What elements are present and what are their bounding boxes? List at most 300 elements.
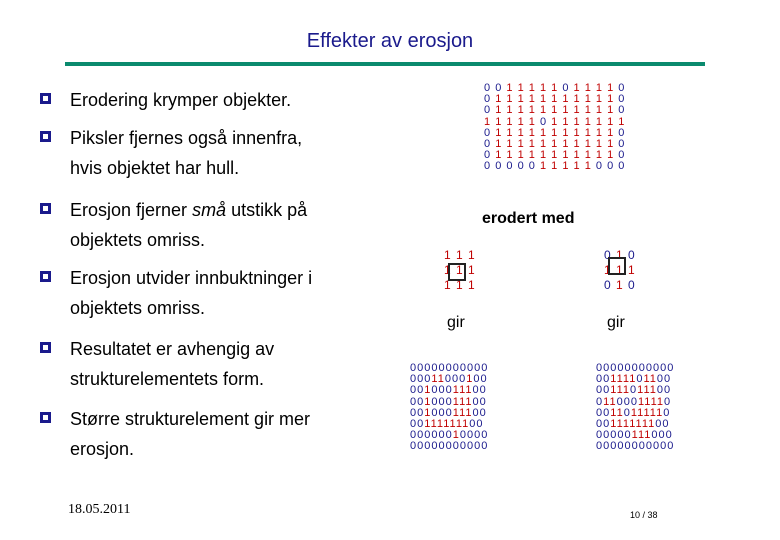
pixel-zero: 0 [445, 429, 453, 442]
pixel-one: 1 [595, 138, 608, 151]
pixel-one: 1 [430, 418, 437, 431]
pixel-zero: 0 [665, 429, 673, 442]
pixel-zero: 0 [410, 429, 418, 442]
pixel-zero: 0 [438, 395, 446, 408]
pixel-one: 1 [495, 93, 507, 106]
bullet-text: Piksler fjernes også innenfra, hvis objektet har hull. [70, 128, 303, 178]
origin-marker [608, 257, 629, 277]
pixel-one: 1 [551, 115, 563, 128]
pixel-zero: 0 [630, 395, 638, 408]
pixel-zero: 0 [562, 82, 574, 94]
pixel-one: 1 [495, 126, 507, 139]
pixel-zero: 0 [495, 160, 507, 173]
pixel-zero: 0 [445, 406, 453, 419]
pixel-one: 1 [495, 115, 507, 128]
pixel-one: 1 [551, 82, 563, 94]
pixel-one: 1 [459, 395, 466, 408]
pixel-one: 1 [452, 406, 460, 419]
pixel-zero: 0 [667, 440, 675, 453]
pixel-zero: 0 [474, 429, 482, 442]
pixel-one: 1 [643, 373, 650, 386]
pixel-zero: 0 [517, 160, 529, 173]
pixel-zero: 0 [459, 429, 467, 442]
pixel-zero: 0 [664, 384, 672, 397]
pixel-one: 1 [616, 418, 623, 431]
pixel-one: 1 [528, 149, 540, 162]
pixel-zero: 0 [603, 406, 611, 419]
pixel-zero: 0 [484, 104, 496, 117]
pixel-zero: 0 [618, 126, 626, 139]
pixel-zero: 0 [624, 429, 632, 442]
pixel-one: 1 [609, 395, 617, 408]
pixel-zero: 0 [467, 440, 475, 453]
pixel-zero: 0 [604, 248, 617, 262]
pixel-one: 1 [562, 126, 574, 139]
pixel-zero: 0 [431, 384, 439, 397]
pixel-zero: 0 [410, 406, 418, 419]
bullet-text: Erodering krymper objekter. [70, 90, 292, 110]
pixel-one: 1 [649, 406, 657, 419]
pixel-one: 1 [444, 278, 457, 292]
pixel-zero: 0 [431, 440, 439, 453]
pixel-one: 1 [573, 149, 585, 162]
pixel-zero: 0 [618, 93, 626, 106]
pixel-zero: 0 [431, 429, 439, 442]
pixel-one: 1 [641, 418, 649, 431]
pixel-one: 1 [424, 395, 432, 408]
pixel-one: 1 [551, 93, 563, 106]
pixel-one: 1 [562, 160, 574, 173]
pixel-one: 1 [622, 373, 630, 386]
pixel-one: 1 [517, 138, 529, 151]
pixel-zero: 0 [467, 362, 475, 374]
pixel-zero: 0 [596, 440, 604, 453]
pixel-one: 1 [629, 418, 636, 431]
pixel-zero: 0 [484, 126, 496, 139]
pixel-zero: 0 [438, 384, 446, 397]
pixel-one: 1 [637, 429, 645, 442]
pixel-zero: 0 [410, 373, 418, 386]
pixel-one: 1 [551, 160, 563, 173]
pixel-one: 1 [551, 149, 563, 162]
pixel-zero: 0 [431, 395, 439, 408]
pixel-zero: 0 [484, 82, 496, 94]
pixel-zero: 0 [417, 395, 425, 408]
pixel-one: 1 [528, 104, 540, 117]
pixel-one: 1 [506, 149, 518, 162]
pixel-one: 1 [465, 406, 473, 419]
pixel-zero: 0 [664, 373, 672, 386]
pixel-zero: 0 [484, 149, 496, 162]
pixel-one: 1 [444, 248, 457, 262]
pixel-zero: 0 [417, 362, 425, 374]
pixel-zero: 0 [431, 406, 439, 419]
pixel-one: 1 [573, 160, 585, 173]
pixel-one: 1 [573, 82, 585, 94]
grid-row [444, 248, 476, 263]
pixel-one: 1 [584, 126, 596, 139]
pixel-zero: 0 [595, 160, 608, 173]
pixel-zero: 0 [484, 160, 496, 173]
pixel-one: 1 [424, 406, 432, 419]
pixel-zero: 0 [539, 115, 552, 128]
pixel-zero: 0 [624, 362, 632, 374]
pixel-zero: 0 [417, 384, 425, 397]
pixel-one: 1 [595, 126, 608, 139]
pixel-zero: 0 [452, 440, 460, 453]
pixel-one: 1 [656, 406, 664, 419]
pixel-one: 1 [622, 418, 630, 431]
bullet-text: Større strukturelement gir mer erosjon. [70, 409, 311, 459]
pixel-zero: 0 [631, 362, 639, 374]
pixel-one: 1 [528, 93, 540, 106]
pixel-one: 1 [468, 248, 476, 262]
pixel-one: 1 [616, 406, 624, 419]
pixel-zero: 0 [410, 395, 418, 408]
origin-marker [448, 263, 469, 281]
pixel-zero: 0 [459, 373, 467, 386]
pixel-zero: 0 [484, 93, 496, 106]
pixel-zero: 0 [618, 160, 626, 173]
pixel-one: 1 [517, 115, 529, 128]
pixel-zero: 0 [596, 373, 604, 386]
pixel-zero: 0 [469, 418, 477, 431]
pixel-zero: 0 [467, 429, 475, 442]
square-bullet-icon [40, 203, 52, 215]
pixel-zero: 0 [660, 362, 668, 374]
pixel-zero: 0 [610, 362, 618, 374]
pixel-zero: 0 [596, 429, 604, 442]
pixel-one: 1 [584, 104, 596, 117]
pixel-one: 1 [595, 93, 608, 106]
pixel-zero: 0 [476, 418, 484, 431]
pixel-one: 1 [628, 263, 636, 277]
square-bullet-icon [40, 271, 52, 283]
pixel-zero: 0 [645, 440, 653, 453]
pixel-zero: 0 [655, 418, 663, 431]
pixel-zero: 0 [636, 373, 644, 386]
pixel-one: 1 [452, 395, 460, 408]
pixel-zero: 0 [596, 395, 604, 408]
pixel-one: 1 [456, 278, 469, 292]
pixel-zero: 0 [474, 440, 482, 453]
pixel-one: 1 [444, 263, 457, 277]
pixel-one: 1 [495, 138, 507, 151]
pixel-one: 1 [616, 373, 623, 386]
pixel-zero: 0 [472, 384, 480, 397]
pixel-zero: 0 [638, 440, 646, 453]
pixel-one: 1 [607, 104, 619, 117]
pixel-one: 1 [573, 126, 585, 139]
pixel-zero: 0 [618, 104, 626, 117]
pixel-one: 1 [462, 418, 470, 431]
bullet-text: Resultatet er avhengig av strukturelementets form. [70, 339, 275, 389]
pixel-zero: 0 [631, 440, 639, 453]
pixel-one: 1 [637, 406, 644, 419]
pixel-one: 1 [637, 395, 645, 408]
pixel-zero: 0 [484, 138, 496, 151]
pixel-one: 1 [643, 406, 650, 419]
pixel-one: 1 [584, 138, 596, 151]
pixel-one: 1 [622, 384, 630, 397]
grid-row [484, 161, 625, 172]
pixel-one: 1 [517, 93, 529, 106]
pixel-one: 1 [424, 384, 432, 397]
pixel-zero: 0 [472, 395, 480, 408]
pixel-zero: 0 [653, 440, 661, 453]
gives-label-right: gir [607, 314, 625, 331]
square-bullet-icon [40, 412, 52, 424]
pixel-zero: 0 [638, 362, 646, 374]
pixel-one: 1 [452, 384, 460, 397]
pixel-one: 1 [584, 93, 596, 106]
pixel-one: 1 [551, 138, 563, 151]
slide-title: Effekter av erosjon [306, 30, 474, 52]
pixel-one: 1 [649, 373, 657, 386]
pixel-one: 1 [459, 406, 466, 419]
pixel-one: 1 [656, 395, 664, 408]
pixel-zero: 0 [596, 362, 604, 374]
pixel-one: 1 [506, 82, 518, 94]
pixel-zero: 0 [662, 418, 670, 431]
pixel-zero: 0 [495, 82, 507, 94]
pixel-one: 1 [637, 384, 644, 397]
square-bullet-icon [40, 93, 52, 105]
original-binary-image [484, 83, 625, 173]
pixel-one: 1 [644, 395, 651, 408]
pixel-one: 1 [562, 115, 574, 128]
pixel-one: 1 [443, 418, 450, 431]
pixel-one: 1 [468, 278, 476, 292]
pixel-one: 1 [584, 160, 596, 173]
pixel-one: 1 [506, 138, 518, 151]
pixel-one: 1 [649, 384, 657, 397]
pixel-zero: 0 [660, 440, 668, 453]
pixel-one: 1 [607, 82, 619, 94]
pixel-one: 1 [437, 373, 445, 386]
pixel-zero: 0 [424, 362, 432, 374]
pixel-one: 1 [629, 373, 637, 386]
pixel-one: 1 [517, 82, 529, 94]
pixel-one: 1 [573, 138, 585, 151]
pixel-zero: 0 [645, 362, 653, 374]
pixel-one: 1 [528, 138, 540, 151]
pixel-zero: 0 [603, 418, 611, 431]
pixel-zero: 0 [424, 373, 432, 386]
pixel-one: 1 [452, 429, 460, 442]
pixel-one: 1 [584, 149, 596, 162]
pixel-zero: 0 [410, 440, 418, 453]
result-cross-se [596, 363, 674, 453]
pixel-zero: 0 [479, 406, 487, 419]
pixel-one: 1 [595, 82, 608, 94]
pixel-zero: 0 [452, 362, 460, 374]
pixel-one: 1 [506, 93, 518, 106]
pixel-one: 1 [595, 149, 608, 162]
pixel-zero: 0 [617, 429, 625, 442]
pixel-one: 1 [528, 115, 540, 128]
pixel-zero: 0 [459, 362, 467, 374]
pixel-zero: 0 [445, 362, 453, 374]
pixel-zero: 0 [481, 440, 489, 453]
pixel-one: 1 [610, 406, 617, 419]
pixel-one: 1 [466, 373, 474, 386]
pixel-zero: 0 [656, 384, 664, 397]
pixel-zero: 0 [424, 429, 432, 442]
pixel-one: 1 [573, 104, 585, 117]
pixel-one: 1 [610, 373, 617, 386]
pixel-one: 1 [455, 418, 463, 431]
pixel-zero: 0 [610, 440, 618, 453]
pixel-one: 1 [539, 138, 552, 151]
pixel-zero: 0 [473, 373, 481, 386]
pixel-zero: 0 [663, 406, 671, 419]
pixel-one: 1 [607, 138, 619, 151]
pixel-zero: 0 [410, 418, 418, 431]
pixel-zero: 0 [528, 160, 540, 173]
pixel-one: 1 [539, 82, 552, 94]
pixel-zero: 0 [444, 373, 452, 386]
pixel-one: 1 [607, 149, 619, 162]
pixel-zero: 0 [596, 406, 604, 419]
pixel-one: 1 [630, 406, 638, 419]
pixel-one: 1 [616, 278, 629, 292]
pixel-one: 1 [465, 384, 473, 397]
pixel-zero: 0 [479, 395, 487, 408]
pixel-one: 1 [539, 160, 552, 173]
pixel-one: 1 [539, 126, 552, 139]
pixel-one: 1 [551, 126, 563, 139]
pixel-one: 1 [539, 93, 552, 106]
pixel-zero: 0 [481, 362, 489, 374]
pixel-zero: 0 [630, 384, 638, 397]
pixel-one: 1 [644, 429, 652, 442]
pixel-zero: 0 [438, 362, 446, 374]
pixel-zero: 0 [479, 384, 487, 397]
pixel-one: 1 [562, 104, 574, 117]
pixel-zero: 0 [438, 440, 446, 453]
pixel-zero: 0 [603, 384, 611, 397]
pixel-one: 1 [607, 126, 619, 139]
pixel-zero: 0 [610, 429, 618, 442]
bullet-text: Erosjon utvider innbuktninger i objektets omriss. [70, 268, 313, 318]
pixel-one: 1 [616, 248, 629, 262]
pixel-zero: 0 [623, 406, 631, 419]
pixel-zero: 0 [431, 362, 439, 374]
pixel-one: 1 [456, 248, 469, 262]
grid-row [410, 441, 488, 452]
pixel-one: 1 [618, 115, 626, 128]
pixel-zero: 0 [506, 160, 518, 173]
pixel-zero: 0 [607, 160, 619, 173]
pixel-one: 1 [495, 104, 507, 117]
pixel-one: 1 [484, 115, 496, 128]
pixel-zero: 0 [438, 406, 446, 419]
pixel-zero: 0 [664, 395, 672, 408]
result-square-se [410, 363, 488, 453]
pixel-zero: 0 [410, 384, 418, 397]
pixel-zero: 0 [596, 418, 604, 431]
pixel-one: 1 [506, 115, 518, 128]
pixel-one: 1 [517, 149, 529, 162]
pixel-one: 1 [635, 418, 642, 431]
pixel-one: 1 [648, 418, 656, 431]
pixel-zero: 0 [596, 384, 604, 397]
pixel-one: 1 [465, 395, 473, 408]
pixel-zero: 0 [445, 440, 453, 453]
pixel-zero: 0 [438, 429, 446, 442]
pixel-one: 1 [506, 126, 518, 139]
pixel-one: 1 [610, 384, 617, 397]
pixel-one: 1 [456, 263, 469, 277]
pixel-one: 1 [449, 418, 456, 431]
pixel-one: 1 [584, 82, 596, 94]
pixel-zero: 0 [451, 373, 460, 386]
pixel-zero: 0 [618, 149, 626, 162]
pixel-one: 1 [517, 104, 529, 117]
pixel-zero: 0 [603, 429, 611, 442]
pixel-zero: 0 [628, 278, 636, 292]
pixel-one: 1 [573, 115, 585, 128]
pixel-one: 1 [468, 263, 476, 277]
pixel-zero: 0 [480, 373, 488, 386]
pixel-one: 1 [431, 373, 438, 386]
pixel-zero: 0 [616, 395, 624, 408]
pixel-zero: 0 [628, 248, 636, 262]
pixel-zero: 0 [653, 362, 661, 374]
pixel-zero: 0 [459, 440, 467, 453]
pixel-one: 1 [595, 104, 608, 117]
pixel-one: 1 [436, 418, 444, 431]
pixel-zero: 0 [618, 82, 626, 94]
pixel-zero: 0 [618, 138, 626, 151]
pixel-one: 1 [595, 115, 608, 128]
pixel-zero: 0 [617, 440, 625, 453]
pixel-one: 1 [506, 104, 518, 117]
pixel-zero: 0 [417, 440, 425, 453]
pixel-one: 1 [607, 115, 619, 128]
pixel-one: 1 [528, 126, 540, 139]
pixel-zero: 0 [417, 429, 425, 442]
pixel-zero: 0 [445, 384, 453, 397]
pixel-one: 1 [424, 418, 431, 431]
pixel-zero: 0 [417, 418, 425, 431]
pixel-one: 1 [517, 126, 529, 139]
grid-row [596, 441, 674, 452]
gives-label-left: gir [447, 314, 465, 331]
pixel-zero: 0 [472, 406, 480, 419]
pixel-one: 1 [616, 263, 629, 277]
page-number: 10 / 38 [630, 510, 658, 520]
pixel-zero: 0 [417, 406, 425, 419]
pixel-one: 1 [495, 149, 507, 162]
pixel-one: 1 [551, 104, 563, 117]
pixel-zero: 0 [481, 429, 489, 442]
eroded-by-label: erodert med [482, 210, 575, 227]
pixel-one: 1 [562, 138, 574, 151]
pixel-one: 1 [610, 418, 617, 431]
pixel-one: 1 [539, 104, 552, 117]
pixel-zero: 0 [424, 440, 432, 453]
pixel-one: 1 [607, 93, 619, 106]
pixel-zero: 0 [417, 373, 425, 386]
pixel-zero: 0 [617, 362, 625, 374]
footer-date: 18.05.2011 [68, 502, 131, 517]
pixel-zero: 0 [624, 440, 632, 453]
pixel-one: 1 [631, 429, 638, 442]
pixel-zero: 0 [603, 440, 611, 453]
pixel-zero: 0 [445, 395, 453, 408]
